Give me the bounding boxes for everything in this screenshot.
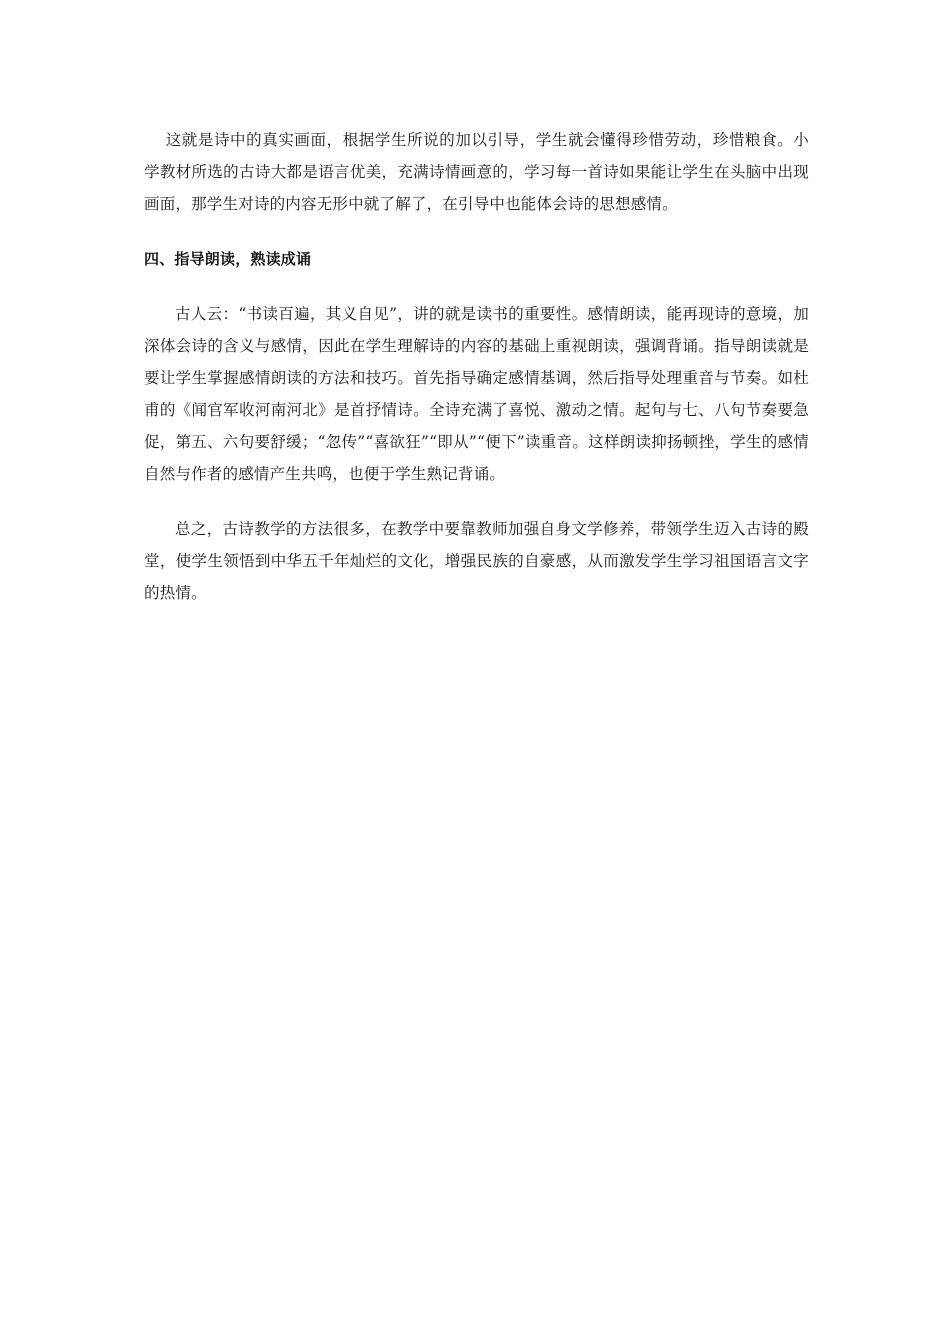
paragraph: 总之，古诗教学的方法很多，在教学中要靠教师加强自身文学修养，带领学生迈入古诗的殿堂，使学生领悟到中华五千年灿烂的文化，增强民族的自豪感，从而激发学生学习祖国语言文字的热情。 [144, 520, 809, 602]
paragraph: 这就是诗中的真实画面，根据学生所说的加以引导，学生就会懂得珍惜劳动，珍惜粮食。小学教材所选的古诗大都是语言优美，充满诗情画意的，学习每一首诗如果能让学生在头脑中出现画面，那学生对诗的内容无形中就了解了，在引导中也能体会诗的思想感情。 [144, 131, 809, 213]
document-body [144, 124, 809, 632]
paragraph: 古人云：“书读百遍，其义自见”，讲的就是读书的重要性。感情朗读，能再现诗的意境，加深体会诗的含义与感情，因此在学生理解诗的内容的基础上重视朗读，强调背诵。指导朗读就是要让学生掌握感情朗读的方法和技巧。首先指导确定感情基调，然后指导处理重音与节奏。如杜甫的《闻官军收河南河北》是首抒情诗。全诗充满了喜悦、激动之情。起句与七、八句节奏要急促，第五、六句要舒缓；“忽传”“喜欲狂”“即从”“便下”读重音。这样朗读抑扬顿挫，学生的感情自然与作者的感情产生共鸣，也便于学生熟记背诵。 [144, 305, 809, 483]
section-heading: 四、指导朗读，熟读成诵 [144, 250, 312, 268]
